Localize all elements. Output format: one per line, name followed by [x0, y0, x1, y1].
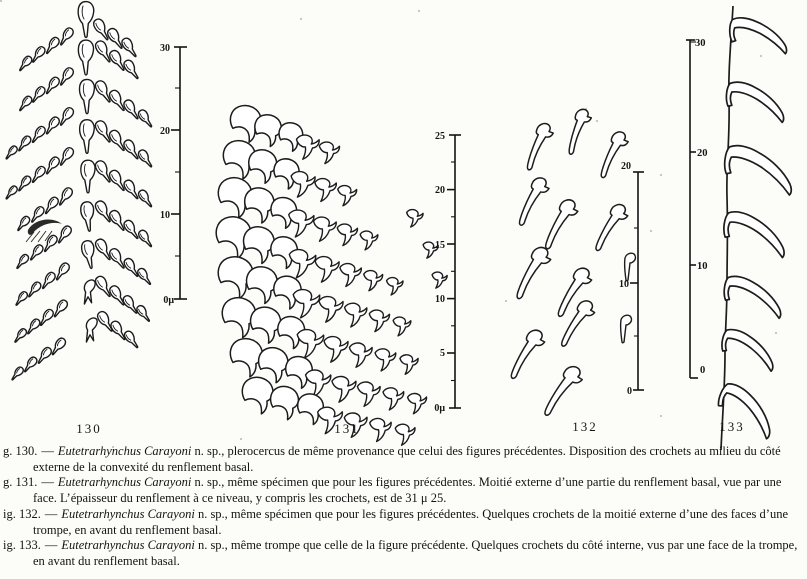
caption-text: n. sp., plerocercus de même provenance que celui des figures précédentes. Disposition des crochets au milieu du côté externe de la convexité du renflement basal.	[33, 444, 781, 474]
caption-species: Eutetrarhynchus Carayoni	[57, 444, 192, 458]
caption-label: g. 131.	[3, 475, 38, 490]
fig-132-tick-10: 10	[619, 279, 629, 290]
figure-number-132: 132	[572, 419, 598, 434]
fig-130-tick-10: 10	[160, 210, 170, 221]
fig-130-central-column	[78, 2, 97, 342]
fig-132-drawing	[482, 108, 647, 428]
caption-species: Eutetrarhynchus Carayoni	[57, 475, 192, 490]
fig-131-tick-20: 20	[435, 185, 445, 196]
fig-133-tick-10: 10	[697, 261, 708, 272]
fig-131-scale-bar	[447, 135, 461, 408]
caption-text: n. sp., même spécimen que pour les figures précédentes. Quelques crochets de la moitié externe d’une des faces d’une trompe, en avant du renflement basal.	[33, 506, 788, 537]
fig-133-scale-bar	[686, 40, 698, 378]
figure-caption-131	[3, 475, 803, 506]
fig-131-hook-rows	[214, 104, 448, 446]
fig-130-right-rows	[92, 17, 155, 350]
caption-dash: —	[41, 444, 54, 458]
caption-label: g. 130.	[3, 444, 38, 458]
figure-number-131: 131	[334, 421, 360, 436]
caption-text: n. sp., même trompe que celle de la figure précédente. Quelques crochets du côté interne, vus par une face de la trompe, en avant du renflement basal.	[33, 538, 798, 568]
fig-133-tick-30: 30	[695, 38, 706, 49]
fig-132-hooks	[511, 108, 635, 418]
fig-130-tick-20: 20	[160, 126, 170, 137]
fig-130-panel	[0, 0, 205, 392]
fig-133-panel	[683, 2, 807, 454]
fig-130-tick-30: 30	[160, 43, 170, 54]
fig-131-tick-25: 25	[435, 131, 445, 142]
caption-species: Eutetrarhynchus Carayoni	[61, 538, 195, 553]
caption-text: n. sp., même spécimen que pour les figures précédentes. Moitié externe d’une partie du renflement basal, vue par une face. L’épaisseur du renflement à ce niveau, y compris les crochets, est de 31 μ 25.	[33, 475, 782, 506]
caption-dash: —	[44, 538, 58, 553]
fig-133-tick-20: 20	[697, 148, 708, 159]
fig-131-tick-0: 0μ	[434, 403, 445, 414]
fig-131-tick-15: 15	[435, 240, 445, 251]
caption-species: Eutetrarhynchus Carayoni	[61, 506, 195, 521]
fig-133-tick-0: 0	[700, 365, 706, 376]
fig-133-drawing	[683, 2, 807, 454]
fig-131-tick-5: 5	[440, 348, 445, 359]
fig-130-left-rows	[4, 26, 76, 382]
figure-caption-132	[3, 507, 803, 538]
figure-caption-130	[3, 444, 803, 475]
caption-block	[3, 444, 803, 570]
fig-131-drawing	[212, 98, 462, 450]
figure-number-130: 130	[76, 421, 102, 436]
caption-label: ig. 133.	[3, 538, 41, 553]
caption-dash: —	[41, 475, 54, 490]
fig-131-tick-10: 10	[435, 294, 445, 305]
fig-130-tick-0: 0μ	[163, 295, 174, 306]
fig-131-panel	[212, 98, 462, 450]
fig-130-drawing	[0, 0, 205, 392]
caption-label: ig. 132.	[3, 506, 41, 521]
figure-number-133: 133	[719, 419, 745, 434]
fig-132-panel	[482, 108, 647, 428]
figure-caption-133	[3, 538, 803, 569]
fig-132-tick-20: 20	[621, 161, 631, 172]
fig-130-scale-bar	[171, 47, 187, 299]
fig-132-tick-0: 0	[627, 386, 632, 397]
caption-dash: —	[44, 506, 58, 521]
fig-132-scale-bar	[630, 172, 644, 390]
